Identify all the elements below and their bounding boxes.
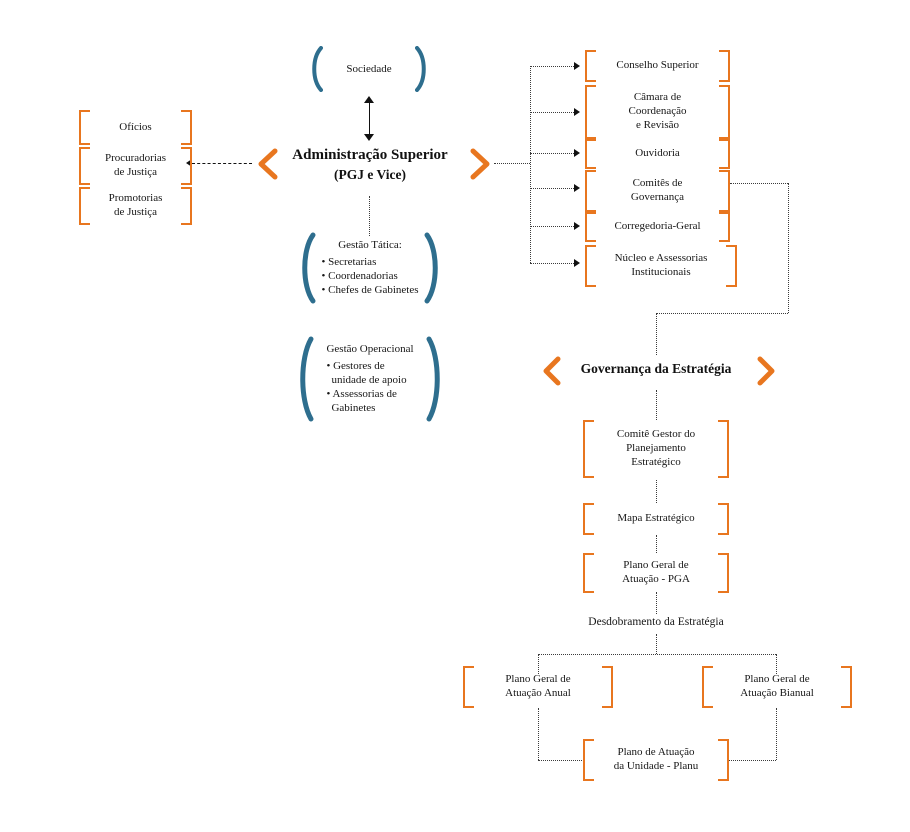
branch-corregedoria: [530, 226, 576, 227]
connector-admin-tatica: [369, 196, 370, 236]
paren-right-icon: [426, 336, 444, 422]
promotorias-label: [109, 192, 163, 220]
comites-line2: Governança: [630, 191, 685, 203]
gestao-tatica-item: • Chefes de Gabinetes: [321, 284, 419, 297]
connector-comites-right: [730, 183, 788, 184]
governanca-title: [556, 360, 756, 378]
procuradorias-box[interactable]: [79, 147, 192, 185]
corregedoria-label: Corregedoria-Geral: [614, 220, 701, 233]
camara-line3: e Revisão: [635, 118, 680, 131]
paren-left-icon: [307, 46, 323, 92]
planu-line2: da Unidade - Planu: [613, 760, 699, 772]
gestao-operacional-item: • Assessorias de: [326, 388, 397, 401]
sociedade-node: [305, 46, 433, 92]
connector-desdobramento-down: [656, 634, 657, 654]
camara-coordenacao-box[interactable]: [585, 85, 730, 139]
plano-anual-line2: Atuação Anual: [505, 687, 571, 699]
connector-comites-back: [656, 313, 788, 314]
branch-camara: [530, 112, 576, 113]
arrowhead-right-icon: [574, 184, 580, 192]
comite-gestor-line1: Comitê Gestor do: [616, 428, 696, 441]
plano-bianual-label: [740, 673, 814, 701]
conselho-superior-label: Conselho Superior: [616, 59, 699, 72]
plano-anual-label: [505, 673, 571, 701]
branch-conselho: [530, 66, 576, 67]
procuradorias-line1: Procuradorias: [104, 152, 167, 165]
chevron-left-icon: [540, 356, 562, 386]
connector-mapa-pga: [656, 535, 657, 553]
comite-gestor-line3: Estratégico: [631, 455, 681, 468]
plano-bianual-line1: Plano Geral de: [744, 673, 810, 686]
plano-anual-line1: Plano Geral de: [505, 673, 571, 686]
arrowhead-right-icon: [574, 108, 580, 116]
comites-line1: Comitês de: [632, 177, 683, 190]
plano-geral-bianual-box[interactable]: [702, 666, 852, 708]
arrowhead-right-icon: [574, 62, 580, 70]
gestao-operacional-item: unidade de apoio: [331, 373, 407, 386]
procuradorias-label: [105, 152, 166, 180]
connector-split-horizontal: [538, 654, 776, 655]
oficios-box[interactable]: [79, 110, 192, 145]
arrowhead-down-icon: [364, 134, 374, 141]
gestao-operacional-item: Gabinetes: [331, 402, 376, 415]
gestao-tatica-header: Gestão Tática:: [338, 239, 402, 252]
plano-geral-anual-box[interactable]: [463, 666, 613, 708]
nucleo-label: [615, 252, 708, 280]
connector-merge-right: [728, 760, 776, 761]
connector-pga-desdobramento: [656, 592, 657, 614]
ouvidoria-box[interactable]: [585, 139, 730, 169]
paren-left-icon: [296, 336, 314, 422]
nucleo-line2: Institucionais: [631, 266, 691, 278]
pga-label: [622, 559, 690, 587]
arrowhead-up-icon: [364, 96, 374, 103]
promotorias-line2: de Justiça: [113, 206, 158, 218]
comite-gestor-box[interactable]: [583, 420, 729, 478]
connector-comite-mapa: [656, 480, 657, 503]
mapa-estrategico-label: Mapa Estratégico: [617, 512, 695, 525]
comites-governanca-box[interactable]: [585, 170, 730, 212]
pga-line2: Atuação - PGA: [622, 573, 690, 585]
arrowhead-right-icon: [574, 222, 580, 230]
comite-gestor-label: [617, 428, 695, 469]
gestao-operacional-node: [294, 336, 446, 422]
plano-bianual-line2: Atuação Bianual: [740, 687, 814, 699]
oficios-label: Ofícios: [119, 120, 152, 133]
connector-merge-left: [538, 760, 584, 761]
connector-anual-down: [538, 708, 539, 760]
promotorias-box[interactable]: [79, 187, 192, 225]
ouvidoria-label: Ouvidoria: [635, 147, 680, 160]
connector-governanca-comite: [656, 390, 657, 420]
connector-sociedade-admin: [369, 100, 370, 136]
arrowhead-right-icon: [574, 259, 580, 267]
connector-to-governanca: [656, 313, 657, 355]
governanca-label: Governança da Estratégia: [580, 361, 732, 376]
branch-nucleo: [530, 263, 576, 264]
conselho-superior-box[interactable]: [585, 50, 730, 82]
gestao-operacional-list: [326, 342, 413, 415]
admin-title-line1: Administração Superior: [292, 147, 448, 163]
comites-label: [631, 177, 684, 205]
chevron-left-icon: [255, 148, 279, 180]
connector-admin-right: [494, 163, 530, 164]
gestao-tatica-list: [322, 238, 419, 297]
connector-admin-left: [192, 163, 252, 164]
sociedade-label: Sociedade: [346, 62, 392, 75]
nucleo-line1: Núcleo e Assessorias: [614, 252, 708, 265]
gestao-tatica-item: • Secretarias: [321, 255, 377, 268]
connector-bianual-down: [776, 708, 777, 760]
planu-line1: Plano de Atuação: [617, 746, 695, 759]
plano-unidade-planu-box[interactable]: [583, 739, 729, 781]
plano-geral-pga-box[interactable]: [583, 553, 729, 593]
paren-right-icon: [424, 232, 442, 304]
mapa-estrategico-box[interactable]: [583, 503, 729, 535]
promotorias-line1: Promotorias: [108, 192, 163, 205]
comite-gestor-line2: Planejamento: [626, 442, 686, 455]
procuradorias-line2: de Justiça: [113, 166, 158, 178]
corregedoria-geral-box[interactable]: [585, 212, 730, 242]
pga-line1: Plano Geral de: [623, 559, 689, 572]
camara-line1: Câmara de: [633, 91, 682, 104]
gestao-operacional-header: Gestão Operacional: [326, 343, 414, 356]
desdobramento-label: Desdobramento da Estratégia: [588, 616, 724, 628]
gestao-tatica-item: • Coordenadorias: [321, 270, 398, 282]
connector-comites-down: [788, 183, 789, 313]
page-title: [270, 145, 470, 186]
chevron-right-icon: [756, 356, 778, 386]
camara-label: [628, 91, 686, 132]
gestao-tatica-node: [296, 232, 444, 304]
paren-left-icon: [298, 232, 316, 304]
nucleo-assessorias-box[interactable]: [585, 245, 737, 287]
arrowhead-right-icon: [574, 149, 580, 157]
camara-line2: Coordenação: [628, 105, 687, 118]
chevron-right-icon: [468, 148, 492, 180]
right-bus-vertical: [530, 66, 531, 263]
gestao-operacional-item: • Gestores de: [326, 359, 385, 372]
branch-ouvidoria: [530, 153, 576, 154]
planu-label: [614, 746, 699, 774]
paren-right-icon: [415, 46, 431, 92]
branch-comites: [530, 188, 576, 189]
admin-title-line2: (PGJ e Vice): [334, 167, 406, 183]
